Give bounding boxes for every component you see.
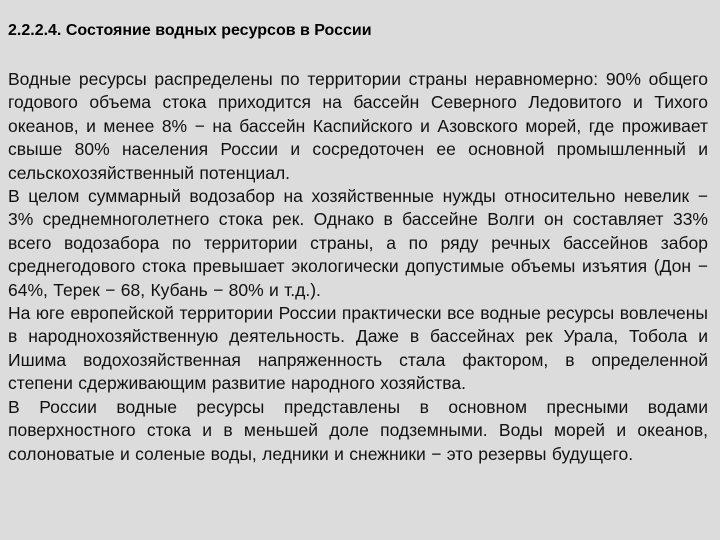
paragraph-water-types: В России водные ресурсы представлены в основном пресными водами поверхностного стока и в меньшей доле подземными. Воды морей и океанов, солоноватые и соленые воды, ледники и снежники − это резервы будущего. xyxy=(8,396,708,464)
paragraph-water-withdrawal: В целом суммарный водозабор на хозяйственные нужды относительно невелик − 3% среднемноголетнего стока рек. Однако в бассейне Волги он составляет 33% всего водозабора по территории страны, а по ряду речных бассейнов забор среднегодового стока превышает экологически допустимые объемы изъятия (Дон − 64%, Терек − 68, Кубань − 80% и т.д.). xyxy=(8,186,708,300)
page-title: 2.2.2.4. Состояние водных ресурсов в России xyxy=(8,22,372,39)
body-text xyxy=(8,68,708,466)
paragraph-south-region: На юге европейской территории России практически все водные ресурсы вовлечены в народнохозяйственную деятельность. Даже в бассейнах рек Урала, Тобола и Ишима водохозяйственная напряженность стала фактором, в определенной степени сдерживающим развитие народного хозяйства. xyxy=(8,303,708,394)
paragraph-water-distribution: Водные ресурсы распределены по территории страны неравномерно: 90% общего годового объема стока приходится на бассейн Северного Ледовитого и Тихого океанов, и менее 8% − на бассейн Каспийского и Азовского морей, где проживает свыше 80% населения России и сосредоточен ее основной промышленный и сельскохозяйственный потенциал. xyxy=(8,69,708,183)
